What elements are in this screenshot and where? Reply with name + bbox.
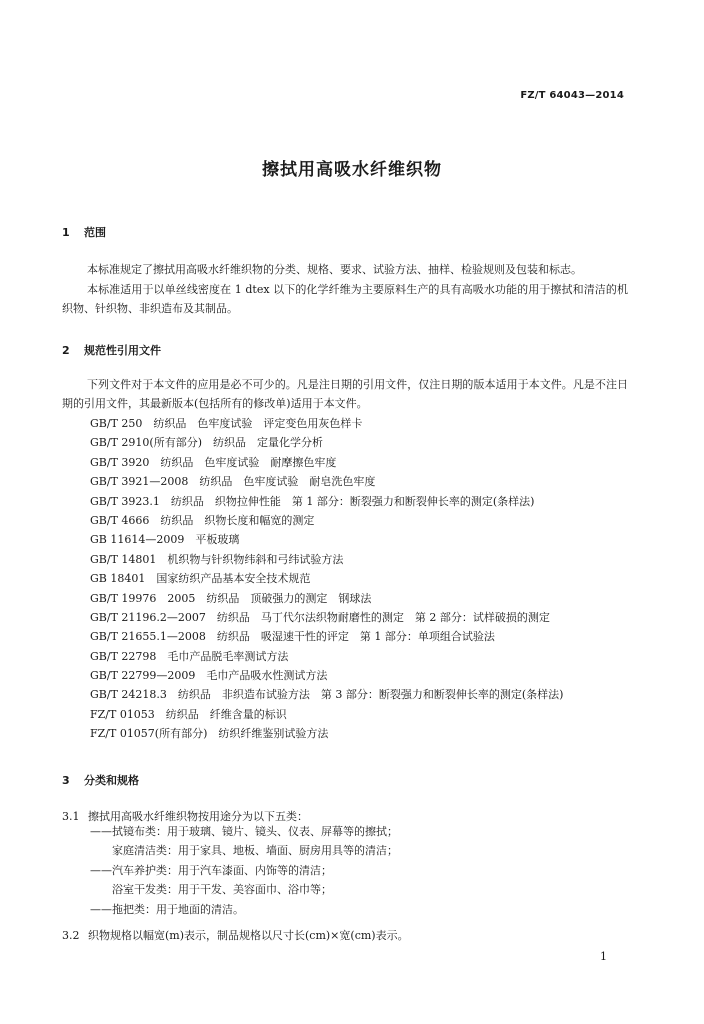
section-2-heading: [62, 342, 161, 358]
reference-item: GB/T 22798 毛巾产品脱毛率测试方法: [90, 649, 289, 663]
section-number: 1: [62, 226, 70, 239]
page-number: 1: [600, 950, 607, 963]
reference-item: GB/T 3920 纺织品 色牢度试验 耐摩擦色牢度: [90, 455, 337, 469]
category-item: ——拖把类：用于地面的清洁。: [90, 902, 244, 916]
reference-item: FZ/T 01053 纺织品 纤维含量的标识: [90, 707, 287, 721]
standard-code: FZ/T 64043—2014: [520, 90, 624, 101]
reference-item: GB/T 22799—2009 毛巾产品吸水性测试方法: [90, 669, 328, 683]
category-item: ——汽车养护类：用于汽车漆面、内饰等的清洁；: [90, 863, 332, 877]
category-list: [90, 822, 398, 919]
reference-item: GB/T 14801 机织物与针织物纬斜和弓纬试验方法: [90, 552, 344, 566]
reference-item: GB 18401 国家纺织产品基本安全技术规范: [90, 572, 311, 586]
clause-number: 3.2: [62, 929, 80, 942]
section-1-heading: [62, 224, 106, 240]
section-title: 分类和规格: [84, 774, 139, 787]
clause-number: 3.1: [62, 810, 80, 823]
clause-text: 擦拭用高吸水纤维织物按用途分为以下五类：: [88, 810, 308, 823]
reference-item: GB/T 3921—2008 纺织品 色牢度试验 耐皂洗色牢度: [90, 475, 376, 489]
reference-item: GB 11614—2009 平板玻璃: [90, 533, 240, 547]
reference-item: GB/T 250 纺织品 色牢度试验 评定变色用灰色样卡: [90, 417, 363, 430]
clause-3-2: [62, 927, 409, 943]
references-intro: 下列文件对于本文件的应用是必不可少的。凡是注日期的引用文件，仅注日期的版本适用于本文件。凡是不注日期的引用文件，其最新版本(包括所有的修改单)适用于本文件。: [62, 378, 628, 410]
category-item: 家庭清洁类：用于家具、地板、墙面、厨房用具等的清洁；: [90, 844, 398, 858]
section-number: 3: [62, 774, 70, 787]
reference-item: GB/T 4666 纺织品 织物长度和幅宽的测定: [90, 513, 315, 527]
document-title: 擦拭用高吸水纤维织物: [262, 160, 442, 180]
section-title: 规范性引用文件: [84, 344, 161, 357]
scope-paragraph-1: 本标准规定了擦拭用高吸水纤维织物的分类、规格、要求、试验方法、抽样、检验规则及包装和标志。: [87, 263, 582, 276]
reference-item: GB/T 2910(所有部分) 纺织品 定量化学分析: [90, 436, 323, 450]
section-number: 2: [62, 344, 70, 357]
reference-item: FZ/T 01057(所有部分) 纺织纤维鉴别试验方法: [90, 727, 329, 741]
reference-item: GB/T 3923.1 纺织品 织物拉伸性能 第 1 部分：断裂强力和断裂伸长率的测定(条样法): [90, 494, 535, 508]
reference-item: GB/T 21196.2—2007 纺织品 马丁代尔法织物耐磨性的测定 第 2 部分：试样破损的测定: [90, 610, 550, 624]
category-item: 浴室干发类：用于干发、美容面巾、浴巾等；: [90, 883, 332, 897]
category-item: ——拭镜布类：用于玻璃、镜片、镜头、仪表、屏幕等的擦拭；: [90, 825, 398, 838]
section-title: 范围: [84, 226, 106, 239]
section-3-heading: [62, 772, 139, 788]
reference-item: GB/T 21655.1—2008 纺织品 吸湿速干性的评定 第 1 部分：单项组合试验法: [90, 630, 495, 644]
reference-item: GB/T 24218.3 纺织品 非织造布试验方法 第 3 部分：断裂强力和断裂伸长率的测定(条样法): [90, 688, 564, 702]
clause-text: 织物规格以幅宽(m)表示，制品规格以尺寸长(cm)×宽(cm)表示。: [88, 929, 409, 942]
normative-references-list: [90, 414, 650, 744]
scope-paragraph-2: 本标准适用于以单丝线密度在 1 dtex 以下的化学纤维为主要原料生产的具有高吸水功能的用于擦拭和清洁的机织物、针织物、非织造布及其制品。: [62, 283, 628, 315]
reference-item: GB/T 19976 2005 纺织品 顶破强力的测定 钢球法: [90, 591, 372, 605]
